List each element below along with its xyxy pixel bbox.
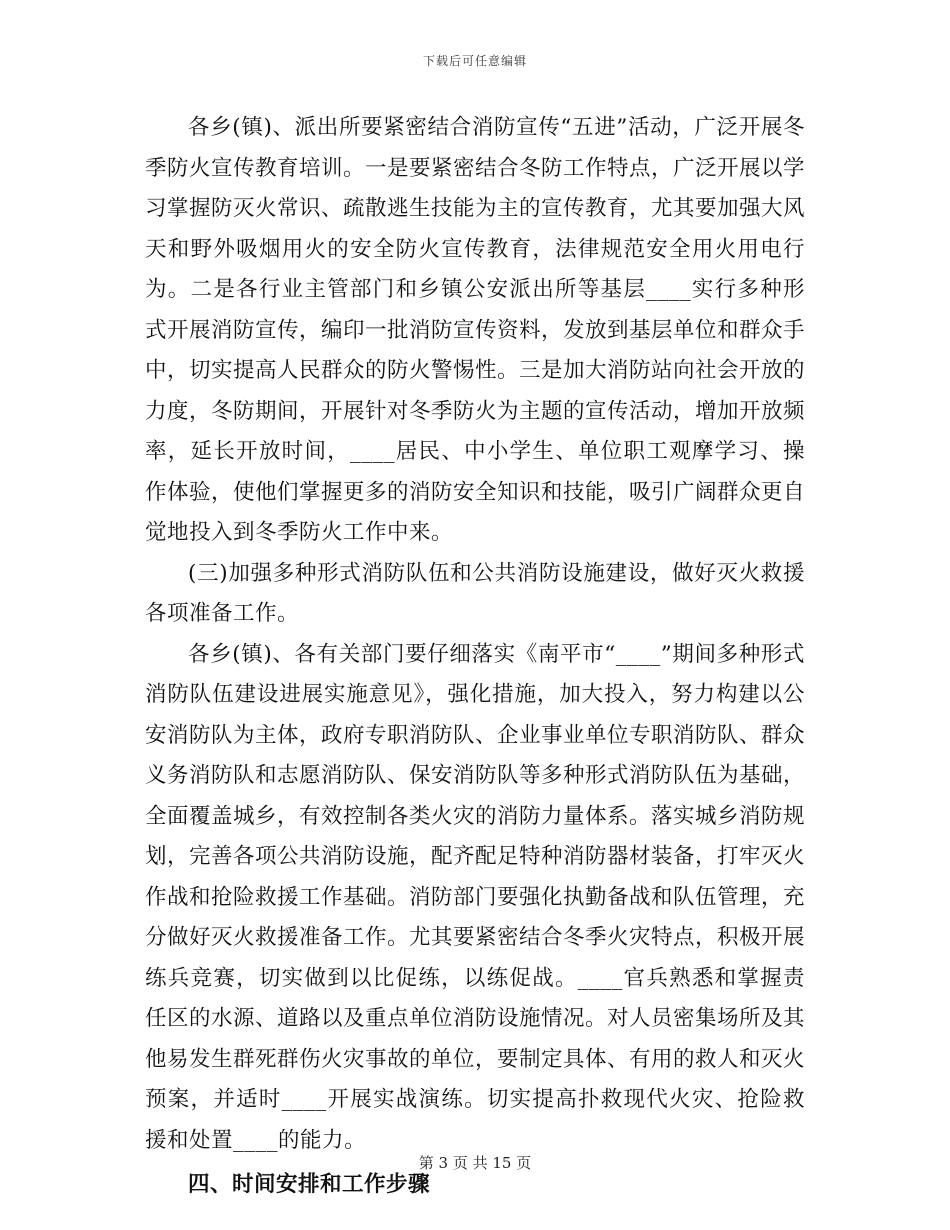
section-heading: 四、时间安排和工作步骤 bbox=[188, 1172, 431, 1197]
paragraph-subheading-three: (三)加强多种形式消防队伍和公共消防设施建设，做好灭火救援各项准备工作。 bbox=[145, 560, 805, 626]
document-body bbox=[145, 108, 805, 1206]
paragraph-publicity: 各乡(镇)、派出所要紧密结合消防宣传“五进”活动，广泛开展冬季防火宣传教育培训。一是要紧密结合冬防工作特点，广泛开展以学习掌握防灭火常识、疏散逃生技能为主的宣传教育，尤其要加强大风天和野外吸烟用火的安全防火宣传教育，法律规范安全用火用电行为。二是各行业主管部门和乡镇公安派出所等基层____实行多种形式开展消防宣传，编印一批消防宣传资料，发放到基层单位和群众手中，切实提高人民群众的防火警惕性。三是加大消防站向社会开放的力度，冬防期间，开展针对冬季防火为主题的宣传活动，增加开放频率，延长开放时间，____居民、中小学生、单位职工观摩学习、操作体验，使他们掌握更多的消防安全知识和技能，吸引广阔群众更自觉地投入到冬季防火工作中来。 bbox=[145, 115, 806, 545]
page-header-note: 下载后可任意编辑 bbox=[422, 54, 527, 68]
paragraph-fire-brigade: 各乡(镇)、各有关部门要仔细落实《南平市“____”期间多种形式消防队伍建设进展实施意见》，强化措施，加大投入，努力构建以公安消防队为主体，政府专职消防队、企业事业单位专职消防队、群众义务消防队和志愿消防队、保安消防队等多种形式消防队伍为基础，全面覆盖城乡，有效控制各类火灾的消防力量体系。落实城乡消防规划，完善各项公共消防设施，配齐配足特种消防器材装备，打牢灭火作战和抢险救援工作基础。消防部门要强化执勤备战和队伍管理，充分做好灭火救援准备工作。尤其要紧密结合冬季火灾特点，积极开展练兵竞赛，切实做到以比促练，以练促战。____官兵熟悉和掌握责任区的水源、道路以及重点单位消防设施情况。对人员密集场所及其他易发生群死群伤火灾事故的单位，要制定具体、有用的救人和灭火预案，并适时____开展实战演练。切实提高扑救现代火灾、抢险救援和处置____的能力。 bbox=[145, 641, 806, 1153]
page-number-footer: 第 3 页 共 15 页 bbox=[418, 1154, 532, 1172]
